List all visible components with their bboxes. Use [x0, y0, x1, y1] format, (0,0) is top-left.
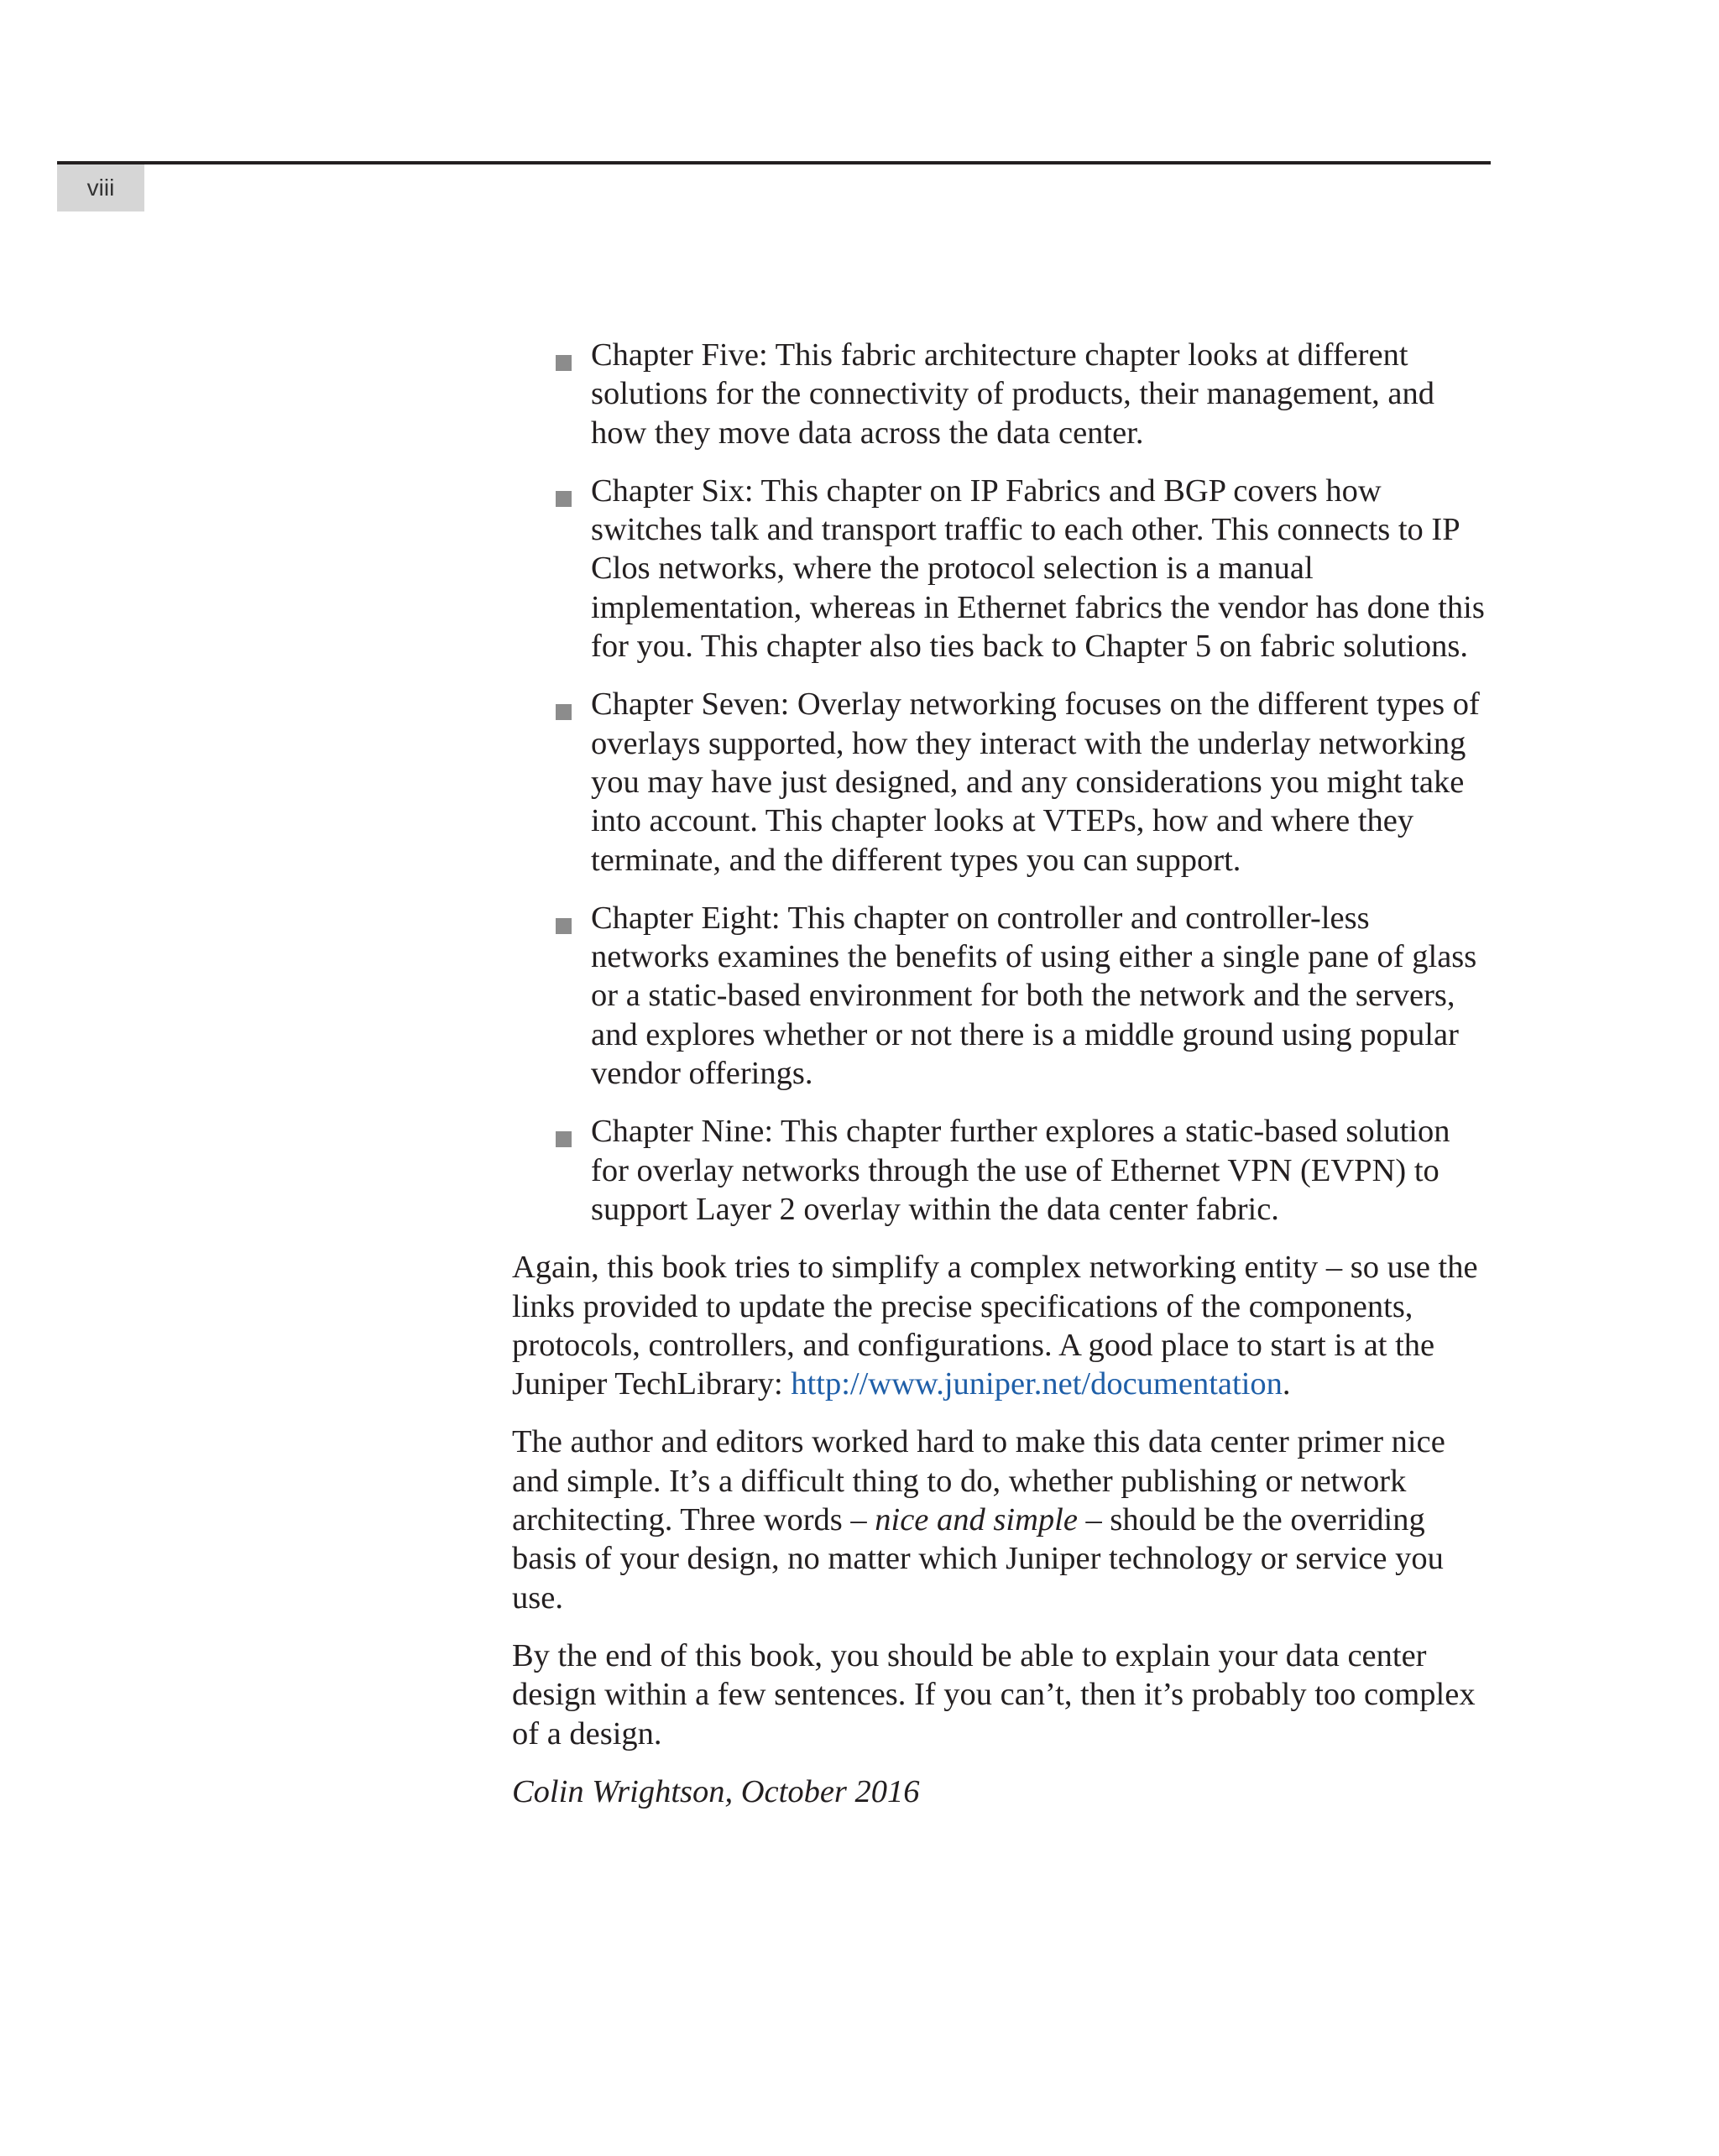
list-item-chapter-seven — [512, 685, 1496, 879]
documentation-link[interactable]: http://www.juniper.net/documentation — [791, 1366, 1283, 1402]
paragraph-author — [512, 1423, 1496, 1616]
square-bullet-icon — [556, 918, 572, 934]
square-bullet-icon — [556, 704, 572, 720]
chapter-list — [512, 336, 1496, 1229]
list-item-text: Chapter Seven: Overlay networking focuses on the different types of overlays supported, how they interact with the underlay networking you may have just designed, and any considerations you might take into account. This chapter looks at VTEPs, how and where they terminate, and the different types you can support. — [591, 686, 1480, 878]
paragraph-end — [512, 1637, 1496, 1753]
list-item-text: Chapter Six: This chapter on IP Fabrics and BGP covers how switches talk and transport traffic to each other. This connects to IP Clos networks, where the protocol selection is a manual implementation, whereas in Ethernet fabrics the vendor has done this for you. This chapter also ties back to Chapter 5 on fabric solutions. — [591, 472, 1485, 665]
paragraph-text-end: . — [1282, 1366, 1291, 1402]
emphasis-text: nice and simple — [875, 1502, 1078, 1538]
page-number-tab — [57, 164, 144, 211]
page-number: viii — [86, 175, 115, 201]
list-item-chapter-six — [512, 472, 1496, 666]
square-bullet-icon — [556, 491, 572, 507]
paragraph-text: The author and editors worked hard to make this data center primer nice and simple. It’s a difficult thing to do, whether publishing or network architecting. Three words – — [512, 1424, 1445, 1538]
list-item-text: Chapter Eight: This chapter on controller and controller-less networks examines the benefits of using either a single pane of glass or a static-based environment for both the network and the servers, and explores whether or not there is a middle ground using popular vendor offerings. — [591, 900, 1477, 1092]
list-item-text: Chapter Five: This fabric architecture chapter looks at different solutions for the connectivity of products, their management, and how they move data across the data center. — [591, 337, 1435, 451]
list-item-chapter-five — [512, 336, 1496, 452]
paragraph-links — [512, 1248, 1496, 1403]
list-item-chapter-nine — [512, 1112, 1496, 1229]
page-body — [512, 336, 1496, 1811]
author-signature: Colin Wrightson, October 2016 — [512, 1773, 920, 1809]
list-item-text: Chapter Nine: This chapter further explores a static-based solution for overlay networks through the use of Ethernet VPN (EVPN) to support Layer 2 overlay within the data center fabric. — [591, 1114, 1450, 1227]
list-item-chapter-eight — [512, 899, 1496, 1093]
square-bullet-icon — [556, 1131, 572, 1147]
header-rule — [57, 161, 1491, 164]
square-bullet-icon — [556, 355, 572, 371]
paragraph-text: By the end of this book, you should be able to explain your data center design within a few sentences. If you can’t, then it’s probably too complex of a design. — [512, 1637, 1476, 1751]
paragraph-text: Again, this book tries to simplify a complex networking entity – so use the links provided to update the precise specifications of the components, protocols, controllers, and configurations. A good place to start is at the Juniper TechLibrary: — [512, 1250, 1478, 1402]
paragraph-text-end: – should be the overriding basis of your design, no matter which Juniper technology or service you use. — [512, 1502, 1444, 1616]
